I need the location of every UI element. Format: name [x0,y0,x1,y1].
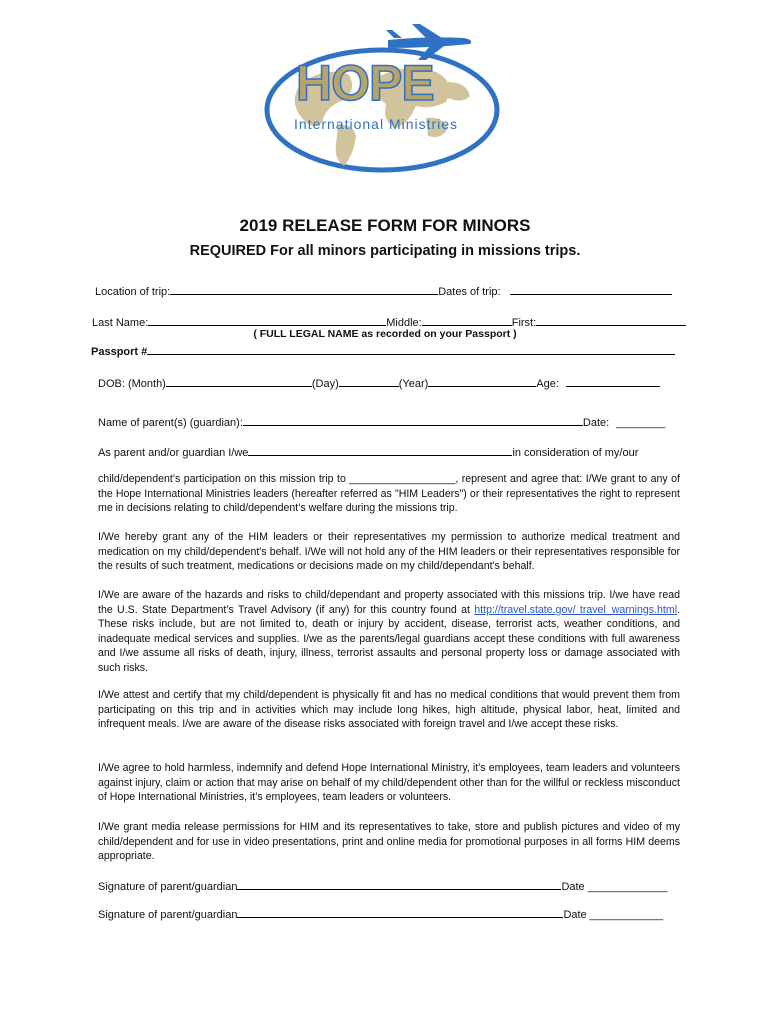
signature-date-label: Date [563,909,587,921]
travel-advisory-link[interactable]: http://travel.state.gov/ travel_warnings.html [474,603,678,616]
signature-label: Signature of parent/guardian [98,881,238,893]
as-parent-row [98,444,638,459]
hope-logo [258,18,508,178]
guardian-name-field[interactable] [248,444,512,456]
parent-name-field[interactable] [243,414,583,426]
paragraph-medical: I/We hereby grant any of the HIM leaders or their representatives my permission to authorize medical treatment and medication on my child/dependent's behalf. I/We will not hold any of the HIM leaders or their representatives responsible for the results of such treatment, medications or decisions made on my child/dependant's behalf. [98,531,680,573]
as-parent-label: As parent and/or guardian I/we [98,447,249,459]
location-row [95,283,672,298]
age-field[interactable] [566,375,660,387]
svg-text:International Ministries: International Ministries [294,116,459,132]
signature-field-2[interactable] [237,906,563,918]
form-subtitle: REQUIRED For all minors participating in missions trips. [189,243,581,259]
name-row [92,314,686,329]
signature-date-label: Date [561,881,585,893]
passport-label: Passport # [91,346,148,358]
middle-name-field[interactable] [422,314,512,326]
signature-date-field-1[interactable]: _____________ [587,881,668,893]
first-label: First: [511,317,537,329]
location-field[interactable] [170,283,438,295]
parent-date-field[interactable]: ________ [616,417,666,429]
dob-day-field[interactable] [339,375,399,387]
dob-day-label: (Day) [311,378,339,390]
location-label: Location of trip: [95,286,171,298]
signature-field-1[interactable] [237,878,561,890]
parent-name-row [98,414,665,429]
form-title: 2019 RELEASE FORM FOR MINORS [239,216,531,235]
dob-month-field[interactable] [166,375,312,387]
signature-label: Signature of parent/guardian [98,909,238,921]
passport-field[interactable] [147,343,675,355]
dates-label: Dates of trip: [438,286,501,298]
svg-text:HOPE: HOPE [296,55,434,111]
middle-label: Middle: [386,317,422,329]
consideration-label: in consideration of my/our [512,447,639,459]
dob-year-field[interactable] [428,375,536,387]
paragraph-fitness: I/We attest and certify that my child/dependent is physically fit and has no medical conditions that would prevent them from participating on this trip and in activities which may include long hikes, high altitude, physical labor, heat, limited and infrequent meals. I/we are aware of the disease risks associated with foreign travel and I/we accept these risks. [98,689,680,731]
signature-row-2 [98,906,663,921]
legal-name-note: ( FULL LEGAL NAME as recorded on your Passport ) [253,328,517,340]
paragraph-risks: I/We are aware of the hazards and risks to child/dependant and property associated with this missions trip. I/we have read the U.S. State Department’s Travel Advisory (if any) for this country found at http://travel.state.gov/ travel_warnings.html. These risks include, but are not limited to, death or injury by accident, disease, terrorist acts, weather conditions, and inadequate medical services and supplies. I/we as the parents/legal guardians accept these conditions with full awareness and I/we assume all risks of death, injury, illness, terrorist assaults and personal property loss or damage associated with such risks. [98,589,681,674]
dob-month-label: DOB: (Month) [98,378,166,390]
passport-row [91,343,675,358]
paragraph-representation: child/dependent’s participation on this mission trip to __________________, represent and agree that: I/We grant to any of the Hope International Ministries leaders (hereafter referred as "HIM Leaders") or their representatives the right to represent me in decisions relating to child/dependent’s welfare during the missions trip. [98,473,680,515]
signature-row-1 [98,878,667,893]
last-name-field[interactable] [148,314,386,326]
parent-date-label: Date: [582,417,610,429]
signature-date-field-2[interactable]: ____________ [589,909,664,921]
parent-name-label: Name of parent(s) (guardian): [98,417,243,429]
dob-row [98,375,660,390]
dob-year-label: (Year) [398,378,429,390]
last-name-label: Last Name: [92,317,149,329]
paragraph-media: I/We grant media release permissions for HIM and its representatives to take, store and publish pictures and video of my child/dependent and for use in video presentations, print and online media for promotional purposes in all forms HIM deems appropriate. [98,821,680,863]
paragraph-indemnify: I/We agree to hold harmless, indemnify and defend Hope International Ministry, it’s employees, team leaders and volunteers against injury, claim or action that may arise on behalf of my child/dependent other than for the willful or reckless misconduct of Hope International Ministries, it’s employees, team leaders or volunteers. [98,762,680,804]
age-label: Age: [536,378,559,390]
dates-field[interactable] [510,283,672,295]
first-name-field[interactable] [536,314,686,326]
